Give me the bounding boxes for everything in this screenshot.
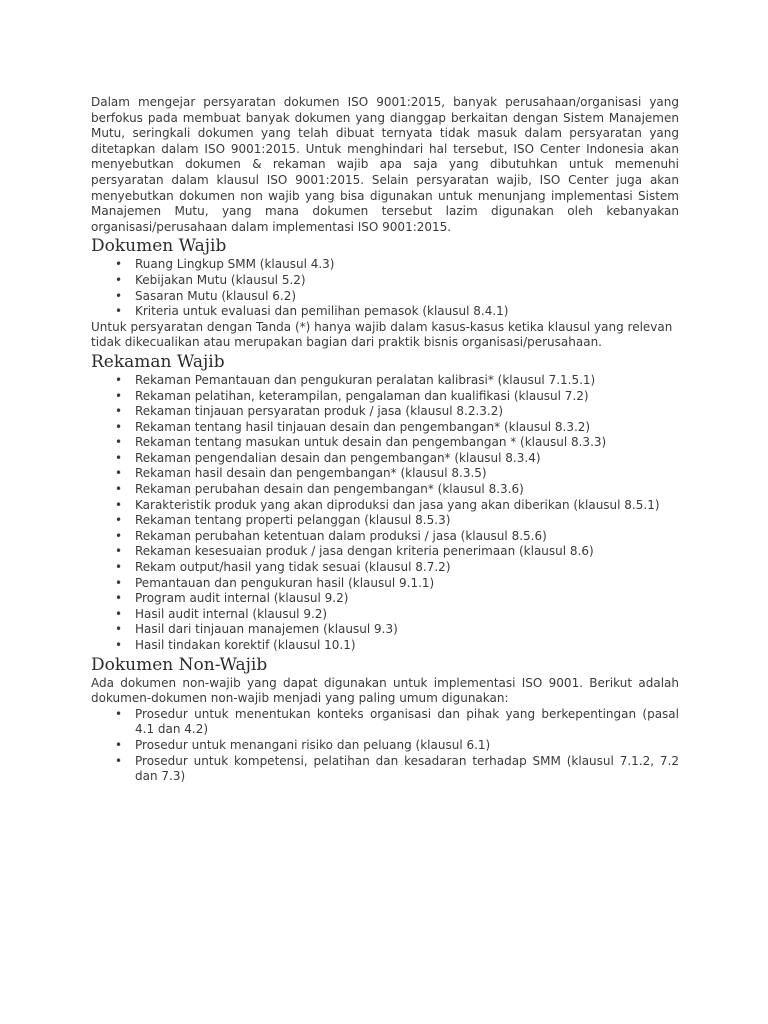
list-item: • Kebijakan Mutu (klausul 5.2) <box>91 273 679 289</box>
list-item: • Hasil tindakan korektif (klausul 10.1) <box>91 638 679 654</box>
list-item: • Rekaman tentang properti pelanggan (klausul 8.5.3) <box>91 513 679 529</box>
list-dokumen-non-wajib <box>91 707 679 785</box>
list-item: • Rekaman hasil desain dan pengembangan* (klausul 8.3.5) <box>91 466 679 482</box>
list-item: • Prosedur untuk kompetensi, pelatihan dan kesadaran terhadap SMM (klausul 7.1.2, 7.2 dan 7.3) <box>91 754 679 785</box>
list-item: • Rekaman perubahan ketentuan dalam produksi / jasa (klausul 8.5.6) <box>91 529 679 545</box>
list-item: • Program audit internal (klausul 9.2) <box>91 591 679 607</box>
list-item: • Rekaman tentang hasil tinjauan desain dan pengembangan* (klausul 8.3.2) <box>91 420 679 436</box>
list-item: • Karakteristik produk yang akan diproduksi dan jasa yang akan diberikan (klausul 8.5.1) <box>91 498 679 514</box>
list-item: • Rekaman tentang masukan untuk desain dan pengembangan * (klausul 8.3.3) <box>91 435 679 451</box>
list-item: • Rekaman tinjauan persyaratan produk / jasa (klausul 8.2.3.2) <box>91 404 679 420</box>
document-page <box>91 95 679 785</box>
heading-rekaman-wajib: Rekaman Wajib <box>91 351 225 372</box>
list-item: • Pemantauan dan pengukuran hasil (klausul 9.1.1) <box>91 576 679 592</box>
list-rekaman-wajib <box>91 373 679 654</box>
list-item: • Rekam output/hasil yang tidak sesuai (klausul 8.7.2) <box>91 560 679 576</box>
list-item: • Rekaman kesesuaian produk / jasa dengan kriteria penerimaan (klausul 8.6) <box>91 544 679 560</box>
list-item: • Rekaman pelatihan, keterampilan, pengalaman dan kualifikasi (klausul 7.2) <box>91 389 679 405</box>
list-item: • Rekaman perubahan desain dan pengembangan* (klausul 8.3.6) <box>91 482 679 498</box>
heading-dokumen-wajib: Dokumen Wajib <box>91 236 227 257</box>
intro-paragraph: Dalam mengejar persyaratan dokumen ISO 9001:2015, banyak perusahaan/organisasi yang berfokus pada membuat banyak dokumen yang dianggap berkaitan dengan Sistem Manajemen Mutu, seringkali dokumen yang telah dibuat ternyata tidak masuk dalam persyaratan yang ditetapkan dalam ISO 9001:2015. Untuk menghindari hal tersebut, ISO Center Indonesia akan menyebutkan dokumen & rekaman wajib apa saja yang dibutuhkan untuk memenuhi persyaratan dalam klausul ISO 9001:2015. Selain persyaratan wajib, ISO Center juga akan menyebutkan dokumen non wajib yang bisa digunakan untuk menunjang implementasi Sistem Manajemen Mutu, yang mana dokumen tersebut lazim digunakan oleh kebanyakan organisasi/perusahaan dalam implementasi ISO 9001:2015. <box>91 95 679 234</box>
list-item: • Prosedur untuk menangani risiko dan peluang (klausul 6.1) <box>91 738 679 754</box>
list-item: • Rekaman Pemantauan dan pengukuran peralatan kalibrasi* (klausul 7.1.5.1) <box>91 373 679 389</box>
list-dokumen-wajib <box>91 257 679 319</box>
list-item: • Hasil audit internal (klausul 9.2) <box>91 607 679 623</box>
list-item: • Ruang Lingkup SMM (klausul 4.3) <box>91 257 679 273</box>
list-item: • Rekaman pengendalian desain dan pengembangan* (klausul 8.3.4) <box>91 451 679 467</box>
non-wajib-intro: Ada dokumen non-wajib yang dapat digunakan untuk implementasi ISO 9001. Berikut adalah dokumen-dokumen non-wajib menjadi yang paling umum digunakan: <box>91 675 679 706</box>
list-item: • Hasil dari tinjauan manajemen (klausul 9.3) <box>91 622 679 638</box>
list-item: • Kriteria untuk evaluasi dan pemilihan pemasok (klausul 8.4.1) <box>91 304 679 320</box>
heading-dokumen-non-wajib: Dokumen Non-Wajib <box>91 654 268 675</box>
list-item: • Prosedur untuk menentukan konteks organisasi dan pihak yang berkepentingan (pasal 4.1 dan 4.2) <box>91 707 679 738</box>
list-item: • Sasaran Mutu (klausul 6.2) <box>91 289 679 305</box>
asterisk-note: Untuk persyaratan dengan Tanda (*) hanya wajib dalam kasus-kasus ketika klausul yang relevan tidak dikecualikan atau merupakan bagian dari praktik bisnis organisasi/perusahaan. <box>91 319 673 350</box>
